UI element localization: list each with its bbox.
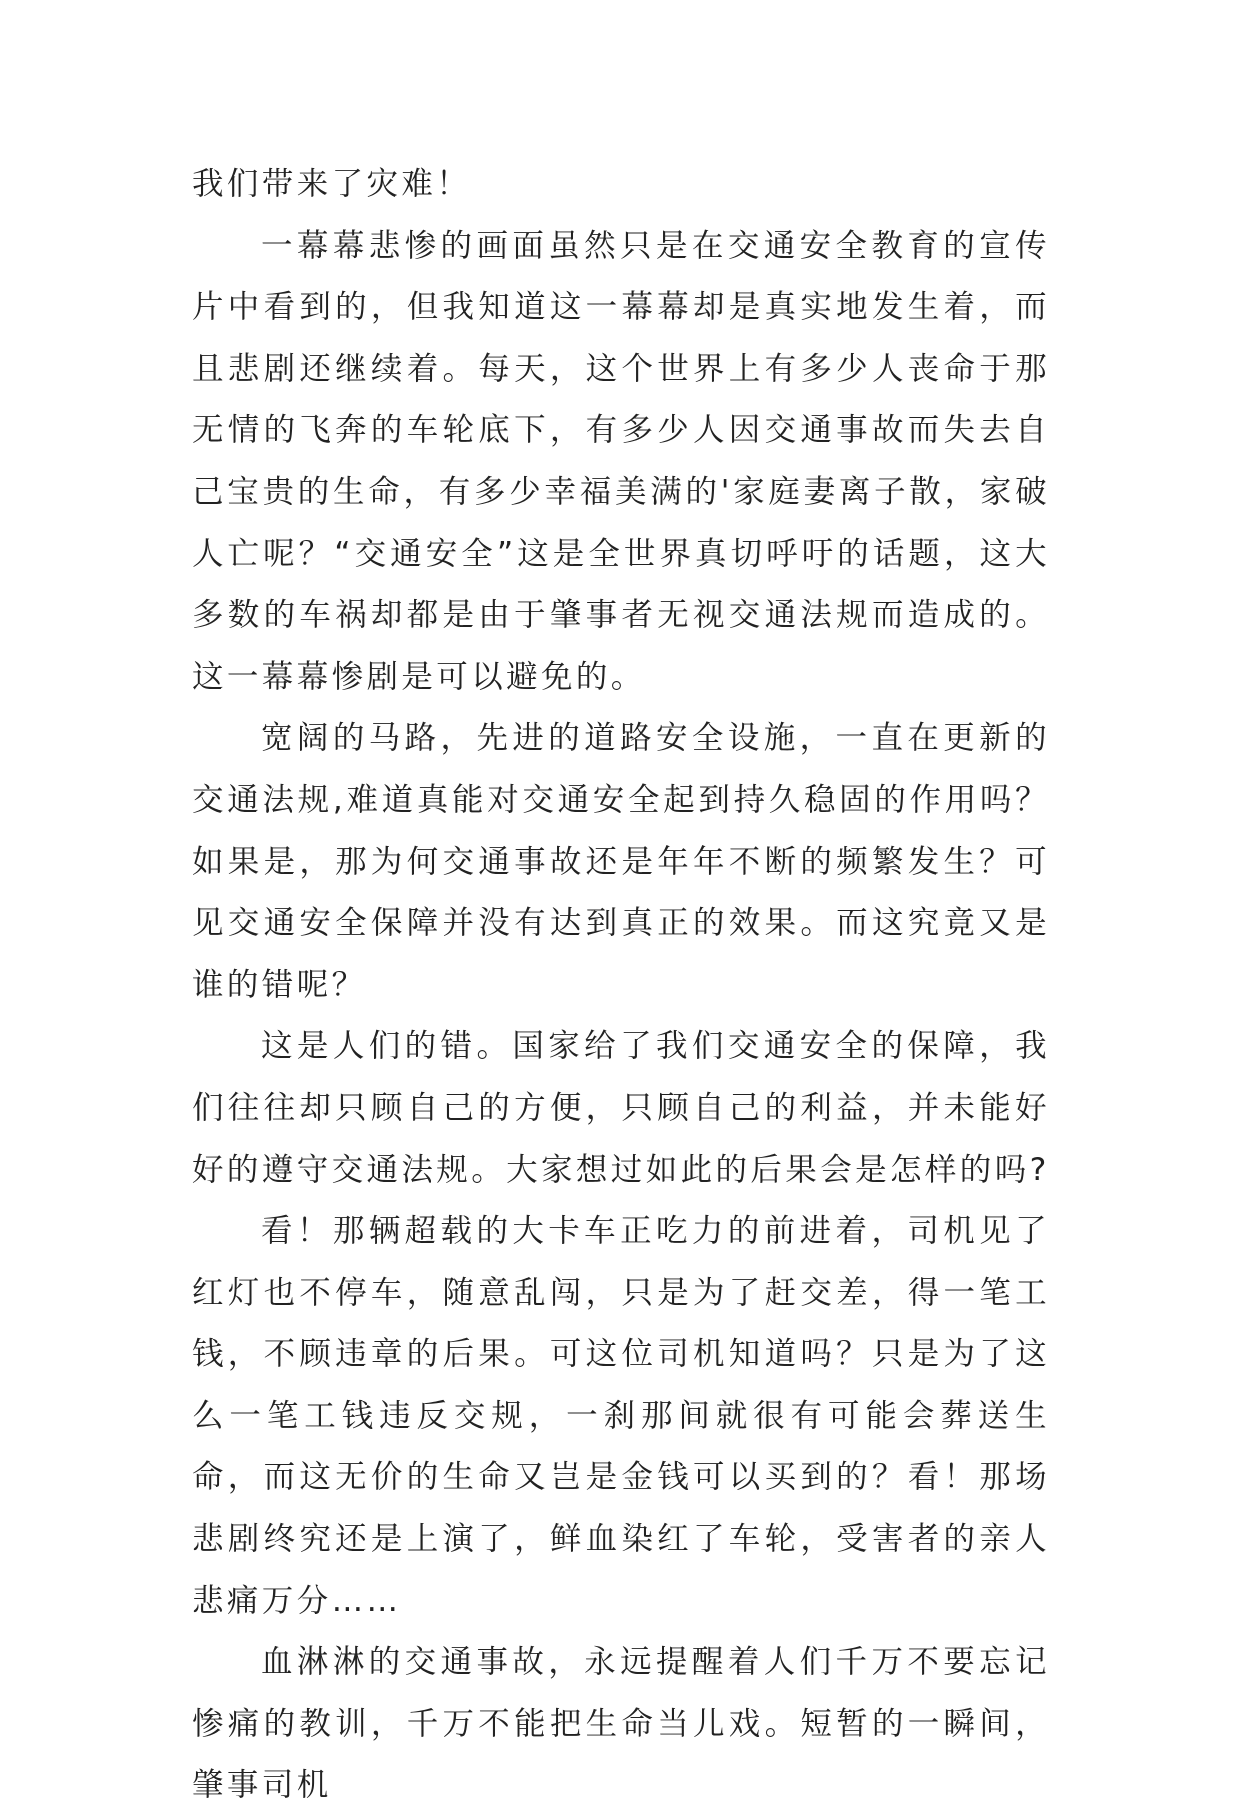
paragraph: 看！那辆超载的大卡车正吃力的前进着，司机见了红灯也不停车，随意乱闯，只是为了赶交差，得一笔工钱，不顾违章的后果。可这位司机知道吗？只是为了这么一笔工钱违反交规，一刹那间就很有可能会葬送生命，而这无价的生命又岂是金钱可以买到的？看！那场悲剧终究还是上演了，鲜血染红了车轮，受害者的亲人悲痛万分…… [192, 1213, 1050, 1619]
paragraph-continuation: 我们带来了灾难！ [192, 166, 472, 202]
paragraph: 这是人们的错。国家给了我们交通安全的保障，我们往往却只顾自己的方便，只顾自己的利益，并未能好好的遵守交通法规。大家想过如此的后果会是怎样的吗? [192, 1028, 1050, 1188]
paragraph: 宽阔的马路，先进的道路安全设施，一直在更新的交通法规,难道真能对交通安全起到持久稳固的作用吗？如果是，那为何交通事故还是年年不断的频繁发生？可见交通安全保障并没有达到真正的效果。而这究竟又是谁的错呢？ [192, 720, 1050, 1003]
paragraph: 血淋淋的交通事故，永远提醒着人们千万不要忘记惨痛的教训，千万不能把生命当儿戏。短暂的一瞬间，肇事司机 [192, 1644, 1050, 1804]
document-body [192, 154, 1050, 1817]
paragraph: 一幕幕悲惨的画面虽然只是在交通安全教育的宣传片中看到的，但我知道这一幕幕却是真实地发生着，而且悲剧还继续着。每天，这个世界上有多少人丧命于那无情的飞奔的车轮底下，有多少人因交通事故而失去自己宝贵的生命，有多少幸福美满的'家庭妻离子散，家破人亡呢？“交通安全”这是全世界真切呼吁的话题，这大多数的车祸却都是由于肇事者无视交通法规而造成的。这一幕幕惨剧是可以避免的。 [192, 227, 1050, 695]
